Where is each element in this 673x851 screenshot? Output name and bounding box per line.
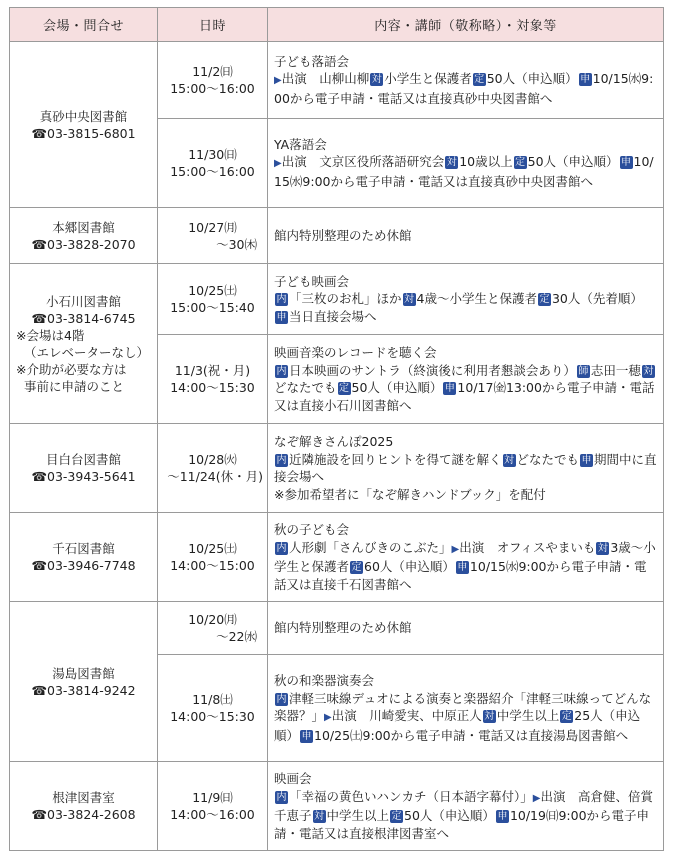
program: 「幸福の黄色いハンカチ（日本語字幕付）」 xyxy=(289,788,533,804)
venue-cell xyxy=(10,762,158,851)
arrow-icon: ▶ xyxy=(274,75,282,87)
event-date: 10/25㈯ xyxy=(188,283,237,298)
date-cell xyxy=(158,513,268,602)
target-tag-icon: 対 xyxy=(484,711,495,722)
venue-phone: ☎03-3814-9242 xyxy=(31,682,136,698)
content-cell xyxy=(268,762,664,851)
event-title: 映画会 xyxy=(274,771,312,786)
event-date: 11/30㈰ xyxy=(188,147,237,162)
event-end-date: ～22㈬ xyxy=(216,629,257,644)
venue-cell xyxy=(10,602,158,762)
instructor-tag-icon: 師 xyxy=(578,365,589,377)
capacity: 25人（申込順） xyxy=(274,708,641,743)
content-tag-icon: 内 xyxy=(276,693,287,705)
venue-note: ※会場は4階 xyxy=(16,327,85,343)
program: 人形劇「さんびきのこぶた」 xyxy=(289,539,452,555)
arrow-icon: ▶ xyxy=(324,712,332,723)
target-tag-icon: 対 xyxy=(371,74,382,86)
date-cell xyxy=(158,264,268,335)
target: 中学生以上 xyxy=(326,808,390,823)
table-row xyxy=(10,762,664,851)
apply-tag-icon: 申 xyxy=(621,157,632,169)
table-header xyxy=(10,8,664,42)
venue-phone: ☎03-3946-7748 xyxy=(31,558,136,573)
venue-name: 千石図書館 xyxy=(52,541,115,556)
event-date: 10/28㈫ xyxy=(188,452,237,467)
capacity: 50人（申込順） xyxy=(527,154,619,170)
venue-phone: ☎03-3814-6745 xyxy=(31,310,136,326)
capacity-tag-icon: 定 xyxy=(391,811,402,822)
capacity: 50人（申込順） xyxy=(404,808,495,823)
venue-cell xyxy=(10,42,158,208)
table-row xyxy=(10,264,664,335)
application: 期間中に直接会場へ xyxy=(274,451,657,484)
arrow-icon: ▶ xyxy=(274,158,282,170)
venue-note: ※介助が必要な方は xyxy=(16,361,127,377)
event-table xyxy=(9,7,664,851)
content-cell xyxy=(268,335,664,424)
date-cell xyxy=(158,602,268,655)
content-cell xyxy=(268,264,664,335)
event-date: 11/3(祝・月) xyxy=(174,363,251,378)
date-cell xyxy=(158,655,268,762)
table-row xyxy=(10,602,664,655)
date-cell xyxy=(158,42,268,119)
capacity-tag-icon: 定 xyxy=(339,383,350,394)
event-time: 15:00～16:00 xyxy=(170,164,255,179)
apply-tag-icon: 申 xyxy=(497,811,508,822)
performer: 出演 オフィスやまいも xyxy=(459,539,596,555)
event-end-date: ～11/24(休・月) xyxy=(167,469,263,484)
event-title: YA落語会 xyxy=(274,136,327,152)
application: 10/19㈰9:00から電子申請・電話又は直接根津図書室へ xyxy=(274,808,650,841)
target-tag-icon: 対 xyxy=(597,542,608,554)
venue-note: （エレベーターなし） xyxy=(24,344,150,360)
content-tag-icon: 内 xyxy=(276,454,287,466)
date-cell xyxy=(158,424,268,513)
event-end-date: ～30㈭ xyxy=(216,236,257,252)
venue-name: 本郷図書館 xyxy=(52,219,115,235)
event-time: 15:00～16:00 xyxy=(170,81,255,96)
application: 10/15㈬9:00から電子申請・電話又は直接真砂中央図書館へ xyxy=(274,71,654,106)
venue-cell xyxy=(10,513,158,602)
event-time: 14:00～15:30 xyxy=(170,709,255,724)
header-date: 日時 xyxy=(158,8,268,42)
apply-tag-icon: 申 xyxy=(276,311,287,323)
venue-name: 小石川図書館 xyxy=(45,293,121,309)
performer: 出演 川崎愛実、中原正人 xyxy=(331,708,482,723)
target: どなたでも xyxy=(516,451,580,467)
capacity: 50人（申込順） xyxy=(486,71,578,87)
event-title: 映画音楽のレコードを聴く会 xyxy=(274,345,437,360)
target: 小学生と保護者 xyxy=(384,71,472,87)
event-date: 10/20㈪ xyxy=(188,612,237,627)
capacity-tag-icon: 定 xyxy=(561,711,572,722)
program: 近隣施設を回りヒントを得て謎を解く xyxy=(289,451,502,467)
header-venue: 会場・問合せ xyxy=(10,8,158,42)
apply-tag-icon: 申 xyxy=(444,383,455,394)
table-row xyxy=(10,208,664,264)
target: 中学生以上 xyxy=(496,708,560,723)
content-tag-icon: 内 xyxy=(276,365,287,377)
event-title: 秋の和楽器演奏会 xyxy=(274,673,375,688)
apply-tag-icon: 申 xyxy=(457,562,468,573)
target: どなたでも xyxy=(274,380,337,395)
content-cell xyxy=(268,602,664,655)
capacity: 50人（申込順） xyxy=(351,380,443,395)
capacity-tag-icon: 定 xyxy=(515,157,526,169)
content-cell xyxy=(268,655,664,762)
apply-tag-icon: 申 xyxy=(301,730,312,742)
event-time: 15:00～15:40 xyxy=(170,300,255,315)
content-cell xyxy=(268,119,664,208)
event-title: 子ども映画会 xyxy=(274,273,350,289)
target: 3歳～小学生と保護者 xyxy=(274,539,656,574)
venue-phone: ☎03-3824-2608 xyxy=(31,807,136,822)
venue-phone: ☎03-3815-6801 xyxy=(31,125,136,141)
capacity: 30人（先着順） xyxy=(551,291,643,307)
performer: 出演 山柳山柳 xyxy=(281,71,370,87)
venue-name: 真砂中央図書館 xyxy=(39,108,128,124)
content-tag-icon: 内 xyxy=(276,791,287,803)
venue-name: 目白台図書館 xyxy=(45,452,121,467)
event-title: 館内特別整理のため休館 xyxy=(274,620,412,636)
performer: 出演 高倉健、倍賞千恵子 xyxy=(274,788,653,823)
event-time: 14:00～15:30 xyxy=(170,380,255,395)
venue-phone: ☎03-3943-5641 xyxy=(31,469,136,484)
venue-phone: ☎03-3828-2070 xyxy=(31,236,136,252)
application: 10/15㈬9:00から電子申請・電話又は直接千石図書館へ xyxy=(274,559,647,592)
application: 10/15㈬9:00から電子申請・電話又は直接真砂中央図書館へ xyxy=(274,154,654,189)
header-content: 内容・講師（敬称略）・対象等 xyxy=(268,8,664,42)
table-row xyxy=(10,513,664,602)
date-cell xyxy=(158,208,268,264)
target-tag-icon: 対 xyxy=(504,454,515,466)
event-time: 14:00～15:00 xyxy=(170,558,255,573)
event-title: 館内特別整理のため休館 xyxy=(274,227,412,243)
capacity-tag-icon: 定 xyxy=(351,562,362,573)
apply-tag-icon: 申 xyxy=(581,454,592,466)
capacity-tag-icon: 定 xyxy=(539,294,550,306)
target-tag-icon: 対 xyxy=(446,157,457,169)
event-date: 11/8㈯ xyxy=(192,692,233,707)
program: 「三枚のお札」ほか xyxy=(289,291,402,307)
application: 10/17㈮13:00から電子申請・電話又は直接小石川図書館へ xyxy=(274,380,655,413)
table-row xyxy=(10,424,664,513)
application: 当日直接会場へ xyxy=(289,308,377,324)
event-date: 11/2㈰ xyxy=(192,64,233,79)
event-title: なぞ解きさんぽ2025 xyxy=(274,434,394,449)
content-cell xyxy=(268,208,664,264)
content-cell xyxy=(268,42,664,119)
instructor: 志田一穂 xyxy=(590,362,641,378)
event-date: 10/25㈯ xyxy=(188,541,237,556)
capacity-tag-icon: 定 xyxy=(474,74,485,86)
event-note: ※参加希望者に「なぞ解きハンドブック」を配付 xyxy=(274,486,546,502)
target-tag-icon: 対 xyxy=(643,365,654,377)
venue-name: 根津図書室 xyxy=(52,790,115,805)
arrow-icon: ▶ xyxy=(451,543,460,555)
capacity: 60人（申込順） xyxy=(364,559,455,574)
content-tag-icon: 内 xyxy=(276,542,287,554)
event-title: 子ども落語会 xyxy=(274,53,350,69)
date-cell xyxy=(158,335,268,424)
target: 10歳以上 xyxy=(459,154,513,170)
content-cell xyxy=(268,513,664,602)
performer: 出演 文京区役所落語研究会 xyxy=(281,154,445,170)
program: 日本映画のサントラ（終演後に利用者懇談会あり） xyxy=(289,362,576,378)
date-cell xyxy=(158,762,268,851)
content-tag-icon: 内 xyxy=(276,294,287,306)
date-cell xyxy=(158,119,268,208)
target-tag-icon: 対 xyxy=(314,811,325,822)
table-row xyxy=(10,42,664,119)
content-cell xyxy=(268,424,664,513)
venue-cell xyxy=(10,208,158,264)
program: 津軽三味線デュオによる演奏と楽器紹介「津軽三味線ってどんな楽器？」 xyxy=(274,690,652,723)
apply-tag-icon: 申 xyxy=(580,74,591,86)
event-date: 10/27㈪ xyxy=(188,219,237,235)
venue-cell xyxy=(10,264,158,424)
event-time: 14:00～16:00 xyxy=(170,807,255,822)
target: 4歳～小学生と保護者 xyxy=(416,291,537,307)
target-tag-icon: 対 xyxy=(404,294,415,306)
arrow-icon: ▶ xyxy=(532,792,541,804)
venue-note: 事前に申請のこと xyxy=(24,378,125,394)
event-date: 11/9㈰ xyxy=(192,790,233,805)
event-title: 秋の子ども会 xyxy=(274,522,350,537)
venue-cell xyxy=(10,424,158,513)
venue-name: 湯島図書館 xyxy=(52,665,115,681)
application: 10/25㈯9:00から電子申請・電話又は直接湯島図書館へ xyxy=(314,727,629,743)
